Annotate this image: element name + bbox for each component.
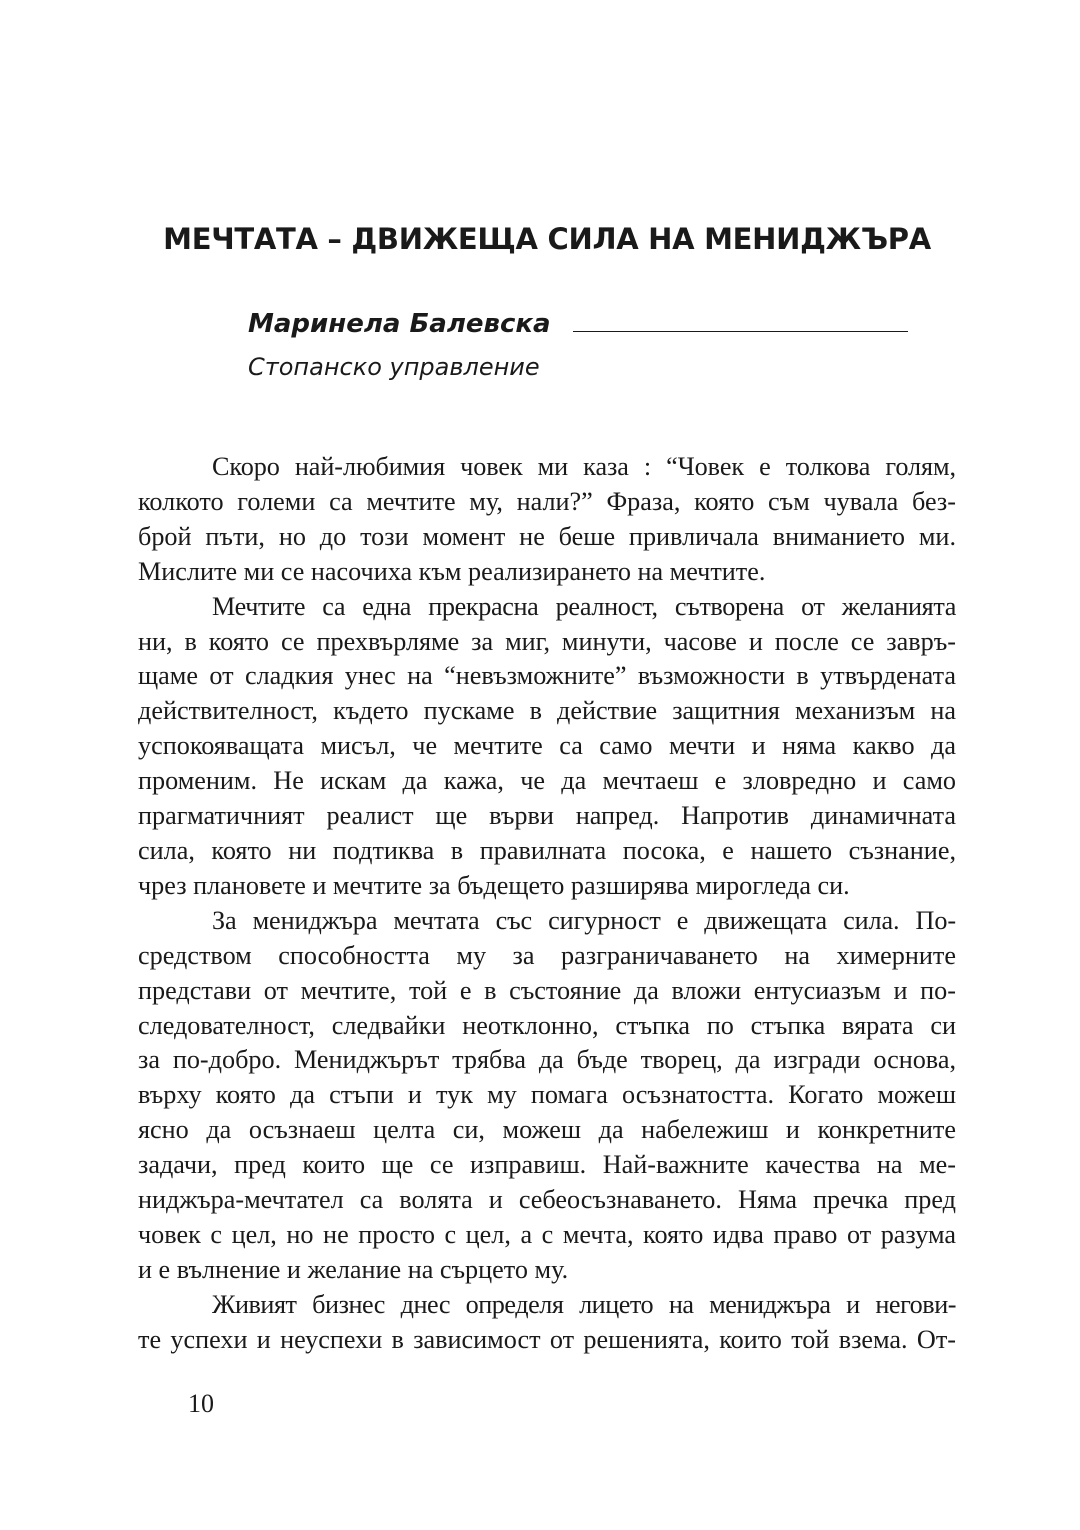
text-line: върху която да стъпи и тук му помага осъзнатостта. Когато можеш	[138, 1080, 956, 1110]
paragraph	[138, 450, 956, 590]
text-line: за по-добро. Мениджърът трябва да бъде творец, да изгради основа,	[138, 1045, 956, 1075]
text-line: средством способността му за разграничаването на химерните	[138, 940, 956, 970]
text-line: Живият бизнес днес определя лицето на мениджъра и негови-	[212, 1289, 956, 1319]
author-underline	[573, 331, 908, 332]
text-line: чрез плановете и мечтите за бъдещето разширява мирогледа си.	[138, 870, 850, 900]
article-body	[138, 450, 956, 1358]
page-title: МЕЧТАТА – ДВИЖЕЩА СИЛА НА МЕНИДЖЪРА	[163, 222, 931, 256]
paragraph	[138, 1288, 956, 1358]
text-line: успокояващата мисъл, че мечтите са само мечти и няма какво да	[138, 731, 956, 761]
text-line: прагматичният реалист ще върви напред. Напротив динамичната	[138, 801, 956, 831]
text-line: действителност, където пускаме в действие защитния механизъм на	[138, 696, 956, 726]
text-line: следователност, следвайки неотклонно, стъпка по стъпка вярата си	[138, 1010, 956, 1040]
text-line: представи от мечтите, той е в състояние да вложи ентусиазъм и по-	[138, 975, 956, 1005]
author-row	[248, 300, 908, 348]
text-line: човек с цел, но не просто с цел, а с мечта, която идва право от разума	[138, 1219, 956, 1249]
text-line: променим. Не искам да кажа, че да мечтаеш е зловредно и само	[138, 766, 956, 796]
text-line: колкото големи са мечтите му, нали?” Фраза, която съм чувала без-	[138, 486, 956, 516]
text-line: Скоро най-любимия човек ми каза : “Човек е толкова голям,	[212, 452, 956, 481]
text-line: За мениджъра мечтата със сигурност е движещата сила. По-	[212, 905, 956, 935]
paragraph	[138, 904, 956, 1288]
author-department: Стопанско управление	[248, 353, 540, 381]
text-line: Мечтите са една прекрасна реалност, сътворена от желанията	[212, 591, 956, 621]
text-line: щаме от сладкия унес на “невъзможните” възможности в утвърдената	[138, 661, 956, 691]
text-line: ясно да осъзнаеш целта си, можеш да набележиш и конкретните	[138, 1115, 956, 1145]
text-line: Мислите ми се насочиха към реализирането на мечтите.	[138, 556, 766, 586]
text-line: те успехи и неуспехи в зависимост от решенията, които той взема. От-	[138, 1324, 956, 1354]
text-line: задачи, пред които ще се изправиш. Най-важните качества на ме-	[138, 1150, 956, 1180]
text-line: брой пъти, но до този момент не беше привличала вниманието ми.	[138, 521, 956, 551]
paragraph	[138, 590, 956, 904]
author-name: Маринела Балевска	[248, 309, 551, 339]
text-line: ни, в която се прехвърляме за миг, минути, часове и после се завръ-	[138, 626, 956, 656]
text-line: и е вълнение и желание на сърцето му.	[138, 1254, 569, 1284]
text-line: сила, която ни подтиква в правилната посока, е нашето съзнание,	[138, 835, 956, 865]
text-line: ниджъра-мечтател са волята и себеосъзнаването. Няма пречка пред	[138, 1185, 956, 1215]
page-number: 10	[188, 1389, 214, 1418]
